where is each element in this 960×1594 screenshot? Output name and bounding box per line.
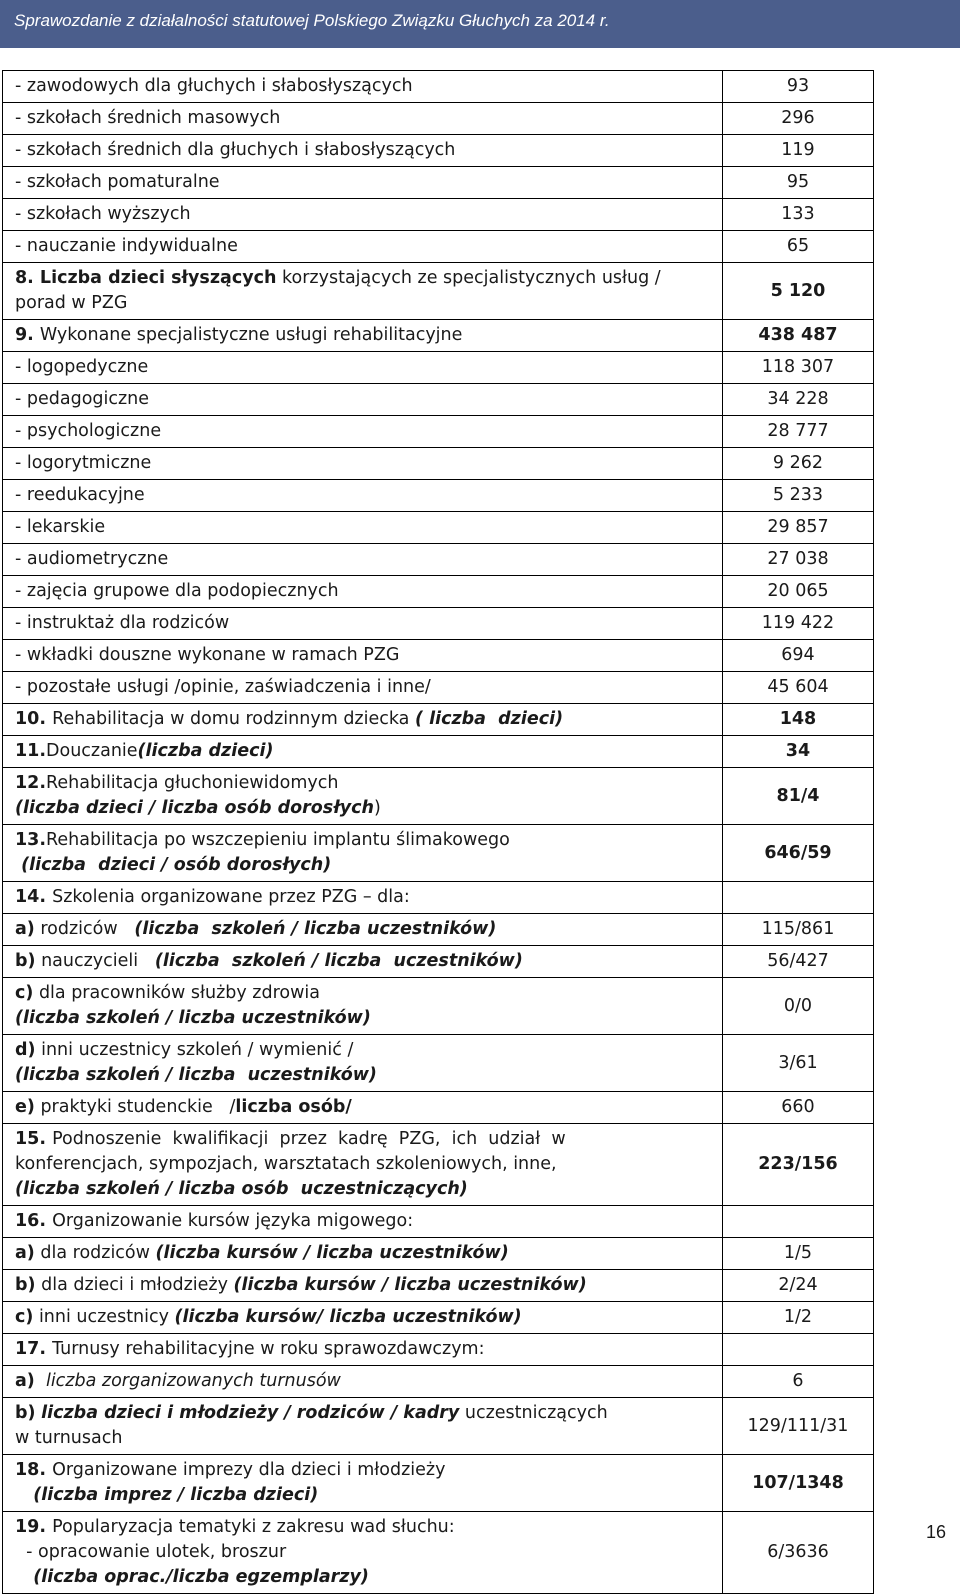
row-value: 119 422 (722, 608, 873, 640)
label-segment: Podnoszenie kwalifikacji przez kadrę PZG, ich udział w (52, 1129, 566, 1149)
table-row (3, 576, 874, 608)
label-segment: - szkołach średnich dla głuchych i słabosłyszących (15, 140, 456, 160)
row-label (3, 736, 723, 768)
row-label (3, 640, 723, 672)
label-segment: b) (15, 1403, 36, 1423)
label-segment: - wkładki douszne wykonane w ramach PZG (15, 645, 400, 665)
table-row (3, 882, 874, 914)
label-segment: dla pracowników służby zdrowia (33, 983, 321, 1003)
table-row (3, 384, 874, 416)
label-segment: - logorytmiczne (15, 453, 152, 473)
label-segment: inni uczestnicy (33, 1307, 175, 1327)
row-value: 223/156 (722, 1124, 873, 1206)
row-label (3, 199, 723, 231)
table-row (3, 1092, 874, 1124)
row-label (3, 704, 723, 736)
label-segment: Popularyzacja tematyki z zakresu wad słuchu: (52, 1517, 455, 1537)
label-segment: - pedagogiczne (15, 389, 150, 409)
table-row (3, 480, 874, 512)
row-label (3, 1206, 723, 1238)
row-value: 660 (722, 1092, 873, 1124)
label-segment: rodziców (34, 919, 135, 939)
row-value: 296 (722, 103, 873, 135)
label-segment: konferencjach, sympozjach, warsztatach szkoleniowych, inne, (15, 1154, 557, 1174)
table-row (3, 1035, 874, 1092)
label-segment: (liczba szkoleń / liczba uczestników) (15, 1065, 377, 1085)
row-label (3, 71, 723, 103)
label-segment: liczba zorganizowanych turnusów (45, 1371, 341, 1391)
row-label (3, 1302, 723, 1334)
row-value: 6/3636 (722, 1512, 873, 1594)
label-segment: 19. (15, 1517, 53, 1537)
row-value: 6 (722, 1366, 873, 1398)
table-row (3, 416, 874, 448)
row-label (3, 672, 723, 704)
label-segment: 18. (15, 1460, 53, 1480)
row-label (3, 352, 723, 384)
table-row (3, 512, 874, 544)
label-segment: (liczba oprac./liczba egzemplarzy) (15, 1567, 369, 1587)
label-segment: a) (15, 1243, 35, 1263)
label-segment: liczba dzieci i młodzieży / rodziców / kadry (41, 1403, 460, 1423)
label-segment: d) (15, 1040, 36, 1060)
table-row (3, 946, 874, 978)
row-label (3, 263, 723, 320)
row-label (3, 978, 723, 1035)
label-segment: a) (15, 919, 35, 939)
row-value: 81/4 (722, 768, 873, 825)
label-segment: 10. (15, 709, 53, 729)
row-value: 95 (722, 167, 873, 199)
row-label (3, 135, 723, 167)
row-label (3, 608, 723, 640)
label-segment: 14. (15, 887, 53, 907)
row-value (722, 882, 873, 914)
row-value: 148 (722, 704, 873, 736)
row-label (3, 914, 723, 946)
label-segment: 9. (15, 325, 40, 345)
label-segment: liczba osób/ (235, 1097, 352, 1117)
row-label (3, 1092, 723, 1124)
table-row (3, 1334, 874, 1366)
label-segment: (liczba szkoleń / liczba osób uczestniczących) (15, 1179, 468, 1199)
label-segment: - szkołach pomaturalne (15, 172, 220, 192)
row-label (3, 1366, 723, 1398)
table-body (3, 71, 874, 1594)
label-segment: (liczba dzieci) (137, 741, 274, 761)
row-value: 45 604 (722, 672, 873, 704)
row-value: 29 857 (722, 512, 873, 544)
label-segment: 11. (15, 741, 47, 761)
label-segment: b) (15, 1275, 36, 1295)
table-row (3, 672, 874, 704)
label-segment: Turnusy rehabilitacyjne w roku sprawozdawczym: (52, 1339, 485, 1359)
label-segment: a) (15, 1371, 35, 1391)
row-value: 118 307 (722, 352, 873, 384)
label-segment: (liczba szkoleń / liczba uczestników) (154, 951, 523, 971)
row-label (3, 1398, 723, 1455)
label-segment: 12. (15, 773, 47, 793)
table-row (3, 320, 874, 352)
row-label (3, 1124, 723, 1206)
label-segment (35, 1371, 46, 1391)
table-row (3, 736, 874, 768)
row-label (3, 544, 723, 576)
label-segment: ( liczba dzieci) (414, 709, 564, 729)
label-segment: - zawodowych dla głuchych i słabosłyszących (15, 76, 413, 96)
label-segment: - logopedyczne (15, 357, 149, 377)
row-label (3, 512, 723, 544)
label-segment: - nauczanie indywidualne (15, 236, 238, 256)
row-value: 0/0 (722, 978, 873, 1035)
row-value: 56/427 (722, 946, 873, 978)
label-segment: - reedukacyjne (15, 485, 145, 505)
row-label (3, 1270, 723, 1302)
row-label (3, 320, 723, 352)
row-label (3, 231, 723, 263)
page-header (0, 0, 960, 48)
row-value: 2/24 (722, 1270, 873, 1302)
table-row (3, 704, 874, 736)
label-segment: praktyki studenckie / (34, 1097, 236, 1117)
label-segment: uczestniczących (459, 1403, 608, 1423)
row-label (3, 1455, 723, 1512)
row-label (3, 768, 723, 825)
label-segment: inni uczestnicy szkoleń / wymienić / (35, 1040, 354, 1060)
table-row (3, 199, 874, 231)
row-value: 5 233 (722, 480, 873, 512)
label-segment: - pozostałe usługi /opinie, zaświadczenia i inne/ (15, 677, 431, 697)
table-row (3, 263, 874, 320)
row-label (3, 1238, 723, 1270)
label-segment: dla dzieci i młodzieży (35, 1275, 234, 1295)
row-label (3, 167, 723, 199)
row-value: 694 (722, 640, 873, 672)
row-value: 107/1348 (722, 1455, 873, 1512)
row-value: 646/59 (722, 825, 873, 882)
row-label (3, 448, 723, 480)
row-label (3, 1035, 723, 1092)
label-segment: Rehabilitacja po wszczepieniu implantu ślimakowego (46, 830, 510, 850)
label-segment: dzieci słyszących (108, 268, 277, 288)
table-row (3, 448, 874, 480)
label-segment: ) (374, 798, 381, 818)
label-segment: 15. (15, 1129, 53, 1149)
label-segment: - szkołach średnich masowych (15, 108, 281, 128)
table-row (3, 1512, 874, 1594)
label-segment: - psychologiczne (15, 421, 162, 441)
label-segment: - zajęcia grupowe dla podopiecznych (15, 581, 339, 601)
label-segment: porad w PZG (15, 293, 128, 313)
table-row (3, 103, 874, 135)
header-title: Sprawozdanie z działalności statutowej Polskiego Związku Głuchych za 2014 r. (14, 11, 610, 30)
page-number: 16 (925, 1522, 946, 1542)
label-segment: - audiometryczne (15, 549, 169, 569)
table-row (3, 1398, 874, 1455)
table-row (3, 1302, 874, 1334)
row-value: 129/111/31 (722, 1398, 873, 1455)
row-value (722, 1334, 873, 1366)
label-segment: e) (15, 1097, 35, 1117)
table-row (3, 1270, 874, 1302)
label-segment: Organizowanie kursów języka migowego: (52, 1211, 414, 1231)
label-segment: Rehabilitacja głuchoniewidomych (46, 773, 339, 793)
row-label (3, 480, 723, 512)
row-value: 65 (722, 231, 873, 263)
statistics-table (2, 70, 874, 1594)
row-value: 20 065 (722, 576, 873, 608)
row-value: 5 120 (722, 263, 873, 320)
table-row (3, 1455, 874, 1512)
label-segment: c) (15, 983, 34, 1003)
label-segment: (liczba kursów / liczba uczestników) (233, 1275, 587, 1295)
label-segment: dla rodziców (34, 1243, 156, 1263)
label-segment: (liczba szkoleń / liczba uczestników) (134, 919, 497, 939)
label-segment: 16. (15, 1211, 53, 1231)
table-row (3, 135, 874, 167)
row-value: 133 (722, 199, 873, 231)
row-value: 34 (722, 736, 873, 768)
row-value: 1/5 (722, 1238, 873, 1270)
label-segment: Wykonane specjalistyczne usługi rehabilitacyjne (39, 325, 463, 345)
label-segment: Szkolenia organizowane przez PZG – dla: (52, 887, 410, 907)
label-segment: - opracowanie ulotek, broszur (15, 1542, 287, 1562)
label-segment: Organizowane imprezy dla dzieci i młodzieży (52, 1460, 446, 1480)
table-row (3, 914, 874, 946)
label-segment: Douczanie (46, 741, 138, 761)
row-label (3, 1334, 723, 1366)
label-segment: korzystających ze specjalistycznych usług / (276, 268, 661, 288)
row-label (3, 103, 723, 135)
row-label (3, 384, 723, 416)
row-value: 27 038 (722, 544, 873, 576)
row-label (3, 576, 723, 608)
row-value: 34 228 (722, 384, 873, 416)
row-value: 93 (722, 71, 873, 103)
label-segment: (liczba dzieci / osób dorosłych) (15, 855, 332, 875)
row-label (3, 1512, 723, 1594)
table-row (3, 608, 874, 640)
row-value: 1/2 (722, 1302, 873, 1334)
label-segment: (liczba szkoleń / liczba uczestników) (15, 1008, 371, 1028)
label-segment: (liczba kursów/ liczba uczestników) (174, 1307, 522, 1327)
table-row (3, 1206, 874, 1238)
row-value (722, 1206, 873, 1238)
label-segment: 8. Liczba (15, 268, 109, 288)
label-segment: 13. (15, 830, 47, 850)
label-segment: b) (15, 951, 36, 971)
row-value: 28 777 (722, 416, 873, 448)
row-label (3, 416, 723, 448)
label-segment: Rehabilitacja w domu rodzinnym dziecka (52, 709, 415, 729)
label-segment: - lekarskie (15, 517, 106, 537)
label-segment: w turnusach (15, 1428, 123, 1448)
table-row (3, 544, 874, 576)
row-label (3, 882, 723, 914)
table-row (3, 640, 874, 672)
table-row (3, 1366, 874, 1398)
label-segment: c) (15, 1307, 34, 1327)
table-row (3, 231, 874, 263)
row-label (3, 946, 723, 978)
label-segment: - instruktaż dla rodziców (15, 613, 230, 633)
table-row (3, 352, 874, 384)
row-value: 3/61 (722, 1035, 873, 1092)
table-row (3, 1238, 874, 1270)
table-row (3, 825, 874, 882)
row-value: 119 (722, 135, 873, 167)
row-label (3, 825, 723, 882)
table-row (3, 978, 874, 1035)
label-segment: (liczba kursów / liczba uczestników) (155, 1243, 509, 1263)
table-row (3, 1124, 874, 1206)
table-row (3, 167, 874, 199)
label-segment: (liczba dzieci / liczba osób dorosłych (15, 798, 374, 818)
table-row (3, 71, 874, 103)
label-segment: - szkołach wyższych (15, 204, 191, 224)
label-segment: (liczba imprez / liczba dzieci) (15, 1485, 319, 1505)
label-segment: nauczycieli (35, 951, 155, 971)
row-value: 115/861 (722, 914, 873, 946)
row-value: 9 262 (722, 448, 873, 480)
row-value: 438 487 (722, 320, 873, 352)
table-row (3, 768, 874, 825)
label-segment: 17. (15, 1339, 53, 1359)
